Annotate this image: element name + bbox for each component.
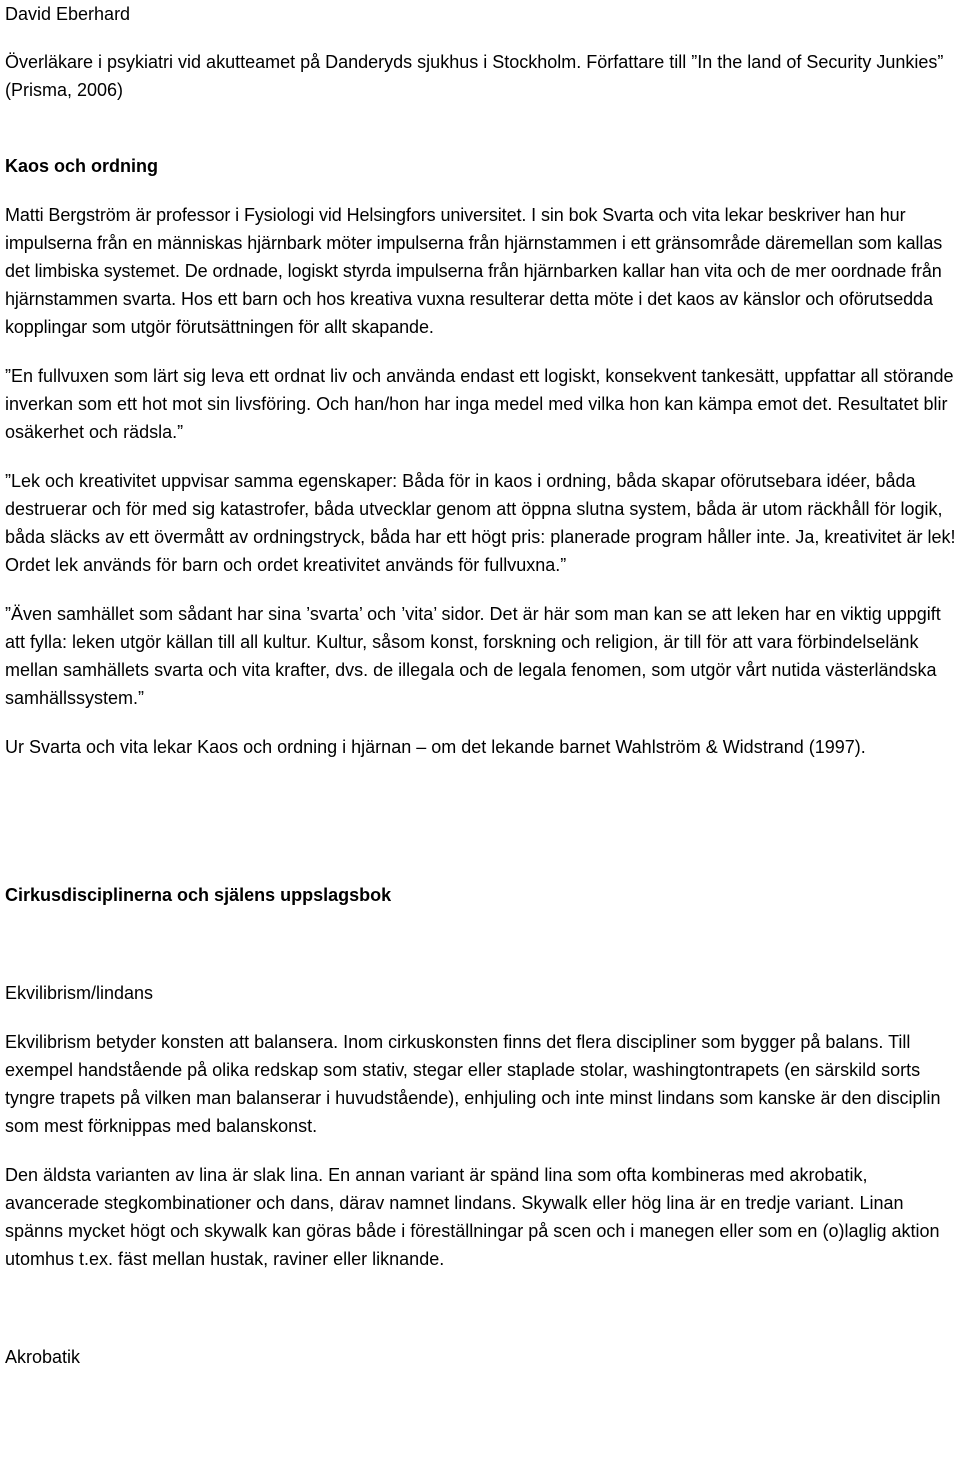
section-paragraph: Den äldsta varianten av lina är slak lina. En annan variant är spänd lina som ofta kombineras med akrobatik, avancerade stegkombinationer och dans, därav namnet lindans. Skywalk eller hög lina är en tredje variant. Linan spänns mycket högt och skywalk kan göras både i föreställningar på scen och i manegen eller som en (o)laglig aktion utomhus t.ex. fäst mellan hustak, raviner eller liknande. [5, 1165, 940, 1269]
section-heading-akrobatik: Akrobatik [5, 1347, 81, 1367]
author-name: David Eberhard [5, 4, 131, 24]
section-paragraph: Ekvilibrism betyder konsten att balansera. Inom cirkuskonsten finns det flera discipliner som bygger på balans. Till exempel handstående på olika redskap som stativ, stegar eller staplade stolar, washingtontrapets (en särskild sorts tyngre trapets på vilken man balanserar i huvudstående), enhjuling och inte minst lindans som kanske är den disciplin som mest förknippas med balanskonst. [5, 1032, 941, 1136]
section-heading-ekvilibrism: Ekvilibrism/lindans [5, 983, 154, 1003]
author-bio: Överläkare i psykiatri vid akutteamet på Danderyds sjukhus i Stockholm. Författare till ”In the land of Security Junkies” (Prisma, 2006) [5, 52, 944, 100]
quote-paragraph: ”Lek och kreativitet uppvisar samma egenskaper: Båda för in kaos i ordning, båda skapar oförutsebara idéer, båda destruerar och för med sig katastrofer, båda utvecklar genom att öppna slutna system, båda är utom räckhåll för logik, båda släcks av ett övermått av ordningstryck, båda har ett högt pris: planerade program håller inte. Ja, kreativitet är lek! Ordet lek används för barn och ordet kreativitet används för fullvuxna.” [5, 471, 956, 575]
essay-intro: Matti Bergström är professor i Fysiologi vid Helsingfors universitet. I sin bok Svarta och vita lekar beskriver han hur impulserna från en människas hjärnbark möter impulserna från hjärnstammen i ett gränsområde däremellan som kallas det limbiska systemet. De ordnade, logiskt styrda impulserna från hjärnbarken kallar han vita och de mer oordnade från hjärnstammen svarta. Hos ett barn och hos kreativa vuxna resulterar detta möte i det kaos av känslor och oförutsedda kopplingar som utgör förutsättningen för allt skapande. [5, 205, 943, 337]
document-page [5, 0, 957, 1371]
source-citation: Ur Svarta och vita lekar Kaos och ordning i hjärnan – om det lekande barnet Wahlström & Widstrand (1997). [5, 737, 866, 757]
essay-title: Kaos och ordning [5, 156, 158, 176]
quote-paragraph: ”Även samhället som sådant har sina ’svarta’ och ’vita’ sidor. Det är här som man kan se att leken har en viktig uppgift att fylla: leken utgör källan till all kultur. Kultur, såsom konst, forskning och religion, är till för att vara förbindelselänk mellan samhällets svarta och vita krafter, dvs. de illegala och de legala fenomen, som utgör vårt nutida västerländska samhällssystem.” [5, 604, 941, 708]
quote-paragraph: ”En fullvuxen som lärt sig leva ett ordnat liv och använda endast ett logiskt, konsekvent tankesätt, uppfattar all störande inverkan som ett hot mot sin livsföring. Och han/hon har inga medel med vilka hon kan kämpa emot det. Resultatet blir osäkerhet och rädsla.” [5, 366, 954, 442]
circus-title: Cirkusdisciplinerna och själens uppslagsbok [5, 885, 392, 905]
